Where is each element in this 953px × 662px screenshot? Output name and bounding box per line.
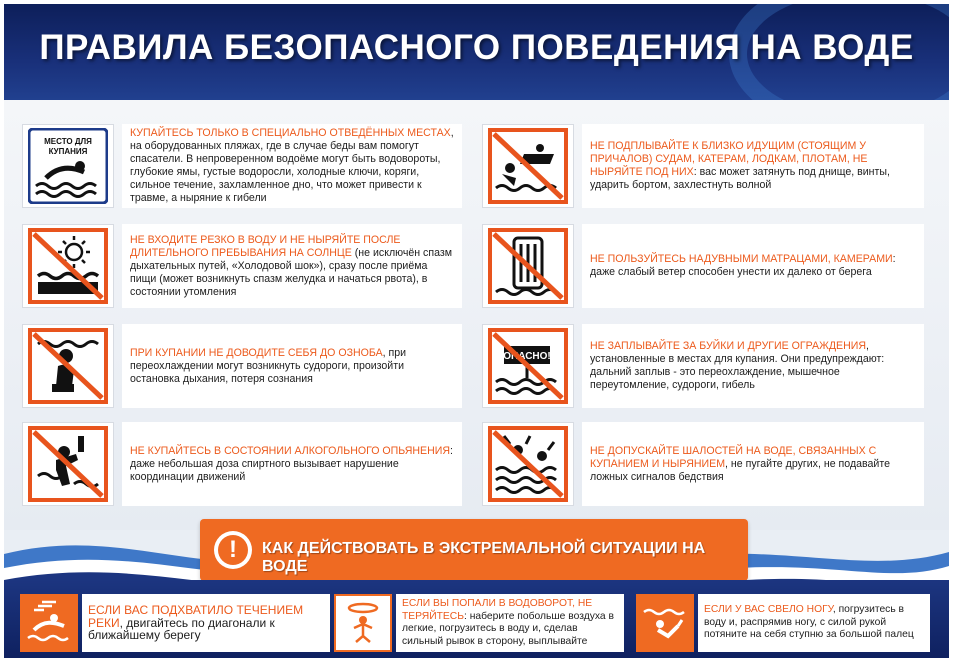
swim-place-label-1: МЕСТО ДЛЯ (44, 137, 92, 146)
warning-icon: ! (214, 531, 252, 569)
rule-highlight: НЕ ДОПУСКАЙТЕ ШАЛОСТЕЙ НА ВОДЕ, СВЯЗАННЫХ С КУПАНИЕМ И НЫРЯНИЕМ (590, 444, 877, 470)
tip-highlight: ЕСЛИ ВАС ПОДХВАТИЛО ТЕЧЕНИЕМ РЕКИ (88, 603, 304, 630)
rule-text-box (582, 224, 924, 308)
tip-text: : наберите побольше воздуха в легкие, погрузитесь в воду и, сделав сильный рывок в сторону, выплывайте (402, 610, 614, 647)
rule-icon-box (482, 224, 574, 308)
footer (4, 580, 949, 658)
leg-cramp-icon (636, 594, 694, 652)
rule-text: , на оборудованных пляжах, где в случае беды вам помогут спасатели. В непроверенном водоёме могут быть водовороты, глубокие ямы, густые водоросли, холодные ключи, коряги, сильное течение, захламленное дно, что может привести к травме, а ныряние к гибели (130, 127, 454, 204)
rule-icon-box (22, 324, 114, 408)
rule-icon-box (482, 422, 574, 506)
no-alcohol-icon (28, 426, 108, 502)
whirlpool-icon (334, 594, 392, 652)
rule-text: , не пугайте других, не подавайте ложных сигналов бедствия (590, 457, 890, 483)
rule-icon-box (22, 124, 114, 208)
current-swim-icon (20, 594, 78, 652)
rule-highlight: НЕ КУПАЙТЕСЬ В СОСТОЯНИИ АЛКОГОЛЬНОГО ОПЬЯНЕНИЯ (130, 444, 451, 457)
swim-place-label-2: КУПАНИЯ (48, 147, 88, 156)
page-title: ПРАВИЛА БЕЗОПАСНОГО ПОВЕДЕНИЯ НА ВОДЕ (39, 28, 914, 67)
rule-highlight: КУПАЙТЕСЬ ТОЛЬКО В СПЕЦИАЛЬНО ОТВЕДЁННЫХ МЕСТАХ (130, 127, 451, 139)
rule-text: : даже небольшая доза спиртного вызывает нарушение координации движений (130, 444, 453, 483)
rule-highlight: НЕ ВХОДИТЕ РЕЗКО В ВОДУ И НЕ НЫРЯЙТЕ ПОСЛЕ ДЛИТЕЛЬНОГО ПРЕБЫВАНИЯ НА СОЛНЦЕ (130, 233, 401, 259)
rule-text: , при переохлаждении могут возникнуть судороги, произойти остановка дыхания, потеря сознания (130, 346, 407, 385)
rule-text: , установленные в местах для купания. Они предупреждают: дальний заплыв - это переохлаждение, мышечное переутомление, судороги, гибель (590, 340, 885, 391)
no-boat-approach-icon (488, 128, 568, 204)
tip-text: , двигайтесь по диагонали к ближайшему берегу (88, 615, 275, 643)
no-air-mattress-icon (488, 228, 568, 304)
banner-title: КАК ДЕЙСТВОВАТЬ В ЭКСТРЕМАЛЬНОЙ СИТУАЦИИ НА ВОДЕ (262, 540, 706, 575)
rule-highlight: НЕ ЗАПЛЫВАЙТЕ ЗА БУЙКИ И ДРУГИЕ ОГРАЖДЕНИЯ (590, 340, 867, 352)
tip-text-box (698, 594, 930, 652)
rule-text-box (122, 324, 462, 408)
no-chill-icon (28, 328, 108, 404)
poster (4, 4, 949, 658)
rule-text: (не исключён спазм дыхательных путей, «Холодовой шок»), сразу после приёма пищи (может возникнуть спазм желудка и начаться рвота), в состоянии утомления (130, 246, 452, 298)
header (4, 4, 949, 100)
no-water-pranks-icon (488, 426, 568, 502)
rule-text-box (122, 224, 462, 308)
tip-highlight: ЕСЛИ ВЫ ПОПАЛИ В ВОДОВОРОТ, НЕ ТЕРЯЙТЕСЬ (402, 598, 593, 622)
rule-text-box (582, 324, 924, 408)
rule-text-box (122, 422, 462, 506)
danger-sign-label: ОПАСНО! (503, 351, 551, 362)
rule-highlight: НЕ ПОЛЬЗУЙТЕСЬ НАДУВНЫМИ МАТРАЦАМИ, КАМЕРАМИ (590, 253, 893, 265)
emergency-banner (200, 519, 748, 581)
rule-text: : вас может затянуть под днище, винты, ударить бортом, захлестнуть волной (590, 166, 890, 191)
rule-text: : даже слабый ветер способен унести их далеко от берега (590, 253, 896, 278)
no-sun-dive-icon (28, 228, 108, 304)
tip-highlight: ЕСЛИ У ВАС СВЕЛО НОГУ (704, 604, 833, 616)
rule-icon-box (482, 324, 574, 408)
swim-place-sign-icon (28, 128, 108, 204)
rule-text-box (122, 124, 462, 208)
rule-text-box (582, 124, 924, 208)
rule-highlight: НЕ ПОДПЛЫВАЙТЕ К БЛИЗКО ИДУЩИМ (СТОЯЩИМ У ПРИЧАЛОВ) СУДАМ, КАТЕРАМ, ЛОДКАМ, ПЛОТАМ, НЕ НЫРЯЙТЕ ПОД НИХ (590, 140, 868, 178)
tip-text: , погрузитесь в воду и, распрямив ногу, с силой рукой потяните на себя ступню за большой палец (704, 604, 914, 641)
rule-highlight: ПРИ КУПАНИИ НЕ ДОВОДИТЕ СЕБЯ ДО ОЗНОБА (130, 346, 383, 359)
rule-text-box (582, 422, 924, 506)
rule-icon-box (482, 124, 574, 208)
tip-text-box (396, 594, 624, 652)
tip-text-box (82, 594, 330, 652)
rule-icon-box (22, 224, 114, 308)
danger-sign-icon (488, 328, 568, 404)
rule-icon-box (22, 422, 114, 506)
